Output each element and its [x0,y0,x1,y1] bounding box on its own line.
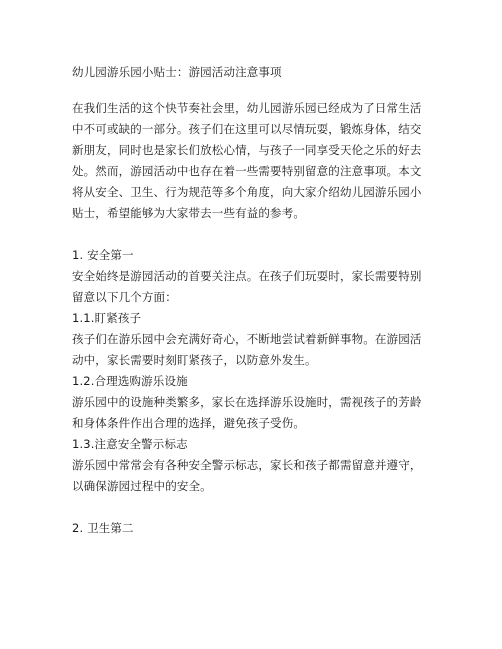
intro-line: 将从安全、卫生、行为规范等多个角度，向大家介绍幼儿园游乐园小 [72,185,422,199]
subsection-1-3-line: 游乐园中常常会有各种安全警示标志，家长和孩子都需留意并遵守， [72,458,422,472]
section-1-intro-line: 安全始终是游园活动的首要关注点。在孩子们玩耍时，家长需要特别 [72,269,422,283]
section-1-intro-line: 留意以下几个方面： [72,290,177,304]
subsection-1-1-line: 孩子们在游乐园中会充满好奇心，不断地尝试着新鲜事物。在游园活 [72,332,422,346]
intro-paragraph [72,98,434,224]
subsection-1-2-heading: 1.2.合理选购游乐设施 [72,374,188,388]
subsection-1-1-heading: 1.1.盯紧孩子 [72,311,142,325]
intro-line: 新朋友，同时也是家长们放松心情，与孩子一同享受天伦之乐的好去 [72,143,422,157]
subsection-1-3-heading: 1.3.注意安全警示标志 [72,437,188,451]
subsection-1-2-line: 游乐园中的设施种类繁多，家长在选择游乐设施时，需视孩子的芳龄 [72,395,422,409]
intro-line: 中不可或缺的一部分。孩子们在这里可以尽情玩耍，锻炼身体，结交 [72,122,422,136]
intro-line: 在我们生活的这个快节奏社会里，幼儿园游乐园已经成为了日常生活 [72,101,422,115]
section-1-intro [72,266,434,308]
intro-line: 处。然而，游园活动中也存在着一些需要特别留意的注意事项。本文 [72,164,422,178]
section-2-heading: 2. 卫生第二 [72,521,134,535]
subsection-1-2-line: 和身体条件作出合理的选择，避免孩子受伤。 [72,416,305,430]
subsection-1-3-line: 以确保游园过程中的安全。 [72,479,212,493]
subsection-1-1-line: 动中，家长需要时刻盯紧孩子，以防意外发生。 [72,353,317,367]
document-content [72,62,434,539]
section-1-heading: 1. 安全第一 [72,248,134,262]
document-title: 幼儿园游乐园小贴士：游园活动注意事项 [72,65,282,79]
intro-line: 贴士，希望能够为大家带去一些有益的参考。 [72,206,305,220]
